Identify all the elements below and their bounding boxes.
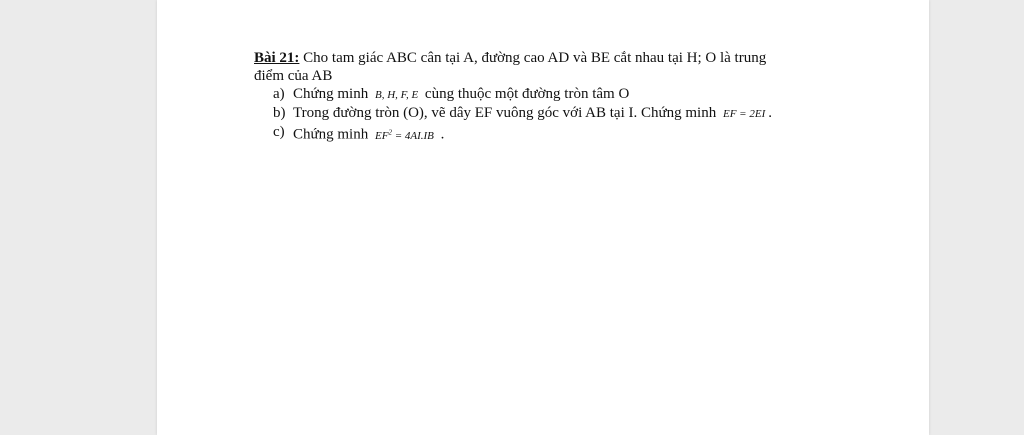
problem-label: Bài 21: [254,50,300,66]
statement-line-1: Cho tam giác ABC cân tại A, đường cao AD và BE cắt nhau tại H; O là trung [299,50,767,66]
item-c-text-after: . [440,126,445,143]
item-a-math: B, H, F, E [374,89,419,101]
item-b-text-after: . [768,105,772,121]
item-c-math-sup: 2 [388,128,392,136]
item-b-marker: b) [273,105,286,121]
item-c-text-before: Chứng minh [293,126,369,143]
document-page [157,0,929,435]
item-c-math [375,130,434,142]
item-c-content [293,123,444,145]
problem-statement [254,49,814,67]
statement-line-2: điểm của AB [254,68,333,84]
item-c [273,123,814,145]
item-a-marker: a) [273,86,285,102]
item-a-text-after: cùng thuộc một đường tròn tâm O [424,86,630,102]
item-c-marker: c) [273,124,285,140]
item-c-math-base: EF [374,129,389,142]
item-a-content [293,85,629,104]
item-b-content [293,104,772,123]
item-c-math-rest: = 4AI.IB [391,129,434,142]
item-b-text-before: Trong đường tròn (O), vẽ dây EF vuông góc với AB tại I. Chứng minh [293,105,717,121]
problem-items [254,85,814,145]
item-a [273,85,814,104]
problem-block [254,49,814,145]
item-a-text-before: Chứng minh [293,86,369,102]
item-b-math: EF = 2EI [722,108,766,120]
item-b [273,104,814,123]
